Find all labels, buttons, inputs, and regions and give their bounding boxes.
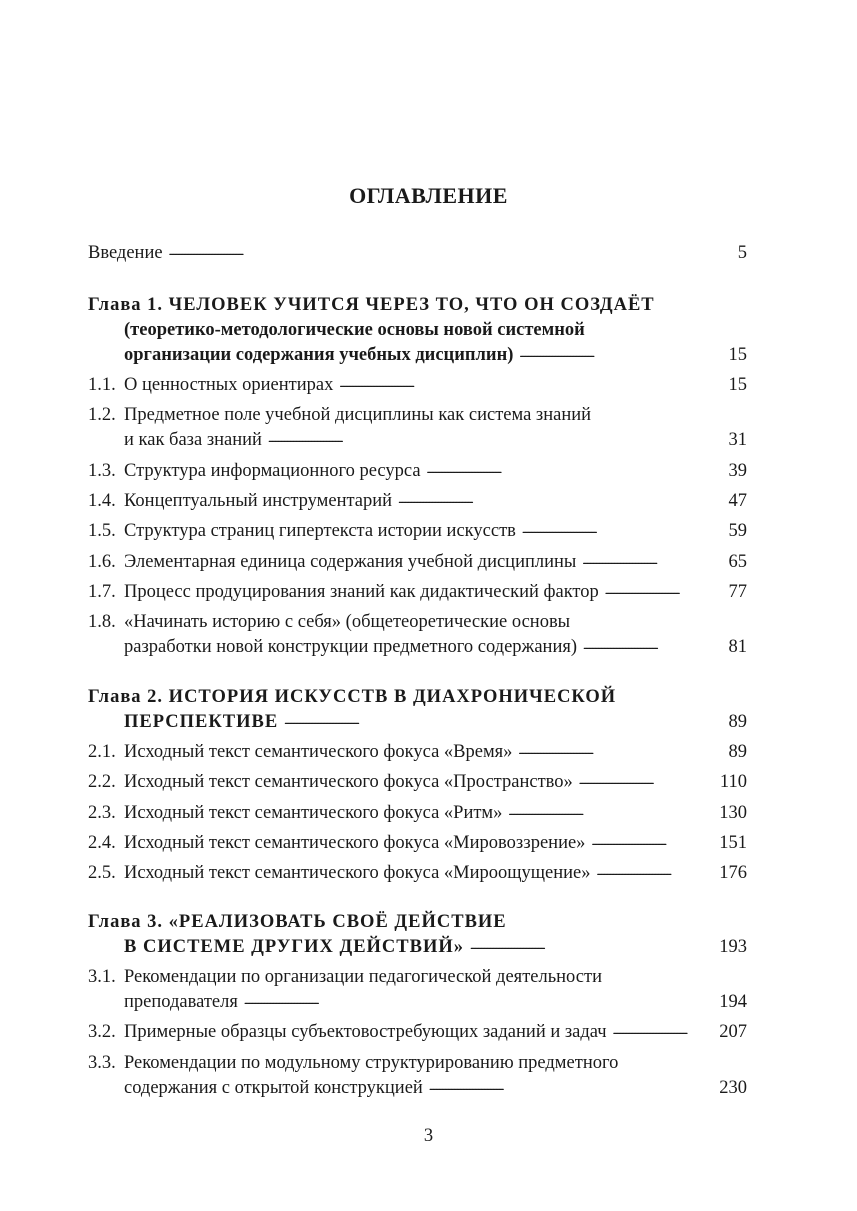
chapter-title: Глава 2. ИСТОРИЯ ИСКУССТВ В ДИАХРОНИЧЕСКОЙ [88, 687, 617, 707]
section-number: 1.4. [88, 491, 116, 511]
chapter-2-heading[interactable] [88, 682, 747, 708]
toc-entry-1-8-cont[interactable] [124, 632, 747, 658]
section-number: 1.2. [88, 405, 116, 425]
toc-entry-2-4[interactable] [88, 828, 747, 854]
toc-entry-3-1[interactable] [88, 962, 747, 988]
section-number: 1.8. [88, 612, 116, 632]
section-number: 1.7. [88, 582, 116, 602]
toc-page-number: 151 [719, 833, 747, 853]
toc-page-number: 59 [728, 521, 747, 541]
leader-dots [398, 487, 726, 512]
toc-entry-1-4[interactable] [88, 486, 747, 512]
toc-entry-3-2[interactable] [88, 1017, 747, 1043]
leader-dots [591, 829, 717, 854]
toc-entry-text: содержания с открытой конструкцией [124, 1078, 423, 1098]
chapter-subtitle-line: (теоретико-методологические основы новой системной [124, 320, 585, 340]
leader-dots [519, 341, 726, 366]
section-number: 2.2. [88, 772, 116, 792]
section-number: 1.6. [88, 552, 116, 572]
leader-dots [427, 457, 727, 482]
leader-dots [579, 768, 718, 793]
section-number: 2.4. [88, 833, 116, 853]
toc-page-number: 5 [737, 243, 747, 263]
leader-dots [522, 517, 727, 542]
chapter-3-heading[interactable] [88, 907, 747, 933]
toc-entry-text: преподавателя [124, 992, 238, 1012]
leader-dots [613, 1018, 718, 1043]
toc-page-number: 15 [728, 375, 747, 395]
toc-entry-text: Рекомендации по организации педагогической деятельности [124, 967, 602, 987]
leader-dots [518, 738, 726, 763]
leader-dots [429, 1074, 717, 1099]
toc-entry-1-3[interactable] [88, 456, 747, 482]
chapter-1-subtitle-end[interactable] [124, 340, 747, 366]
chapter-subtitle-line: организации содержания учебных дисциплин) [124, 345, 514, 365]
toc-entry-text: Исходный текст семантического фокуса «Ритм» [124, 803, 503, 823]
leader-dots [508, 799, 717, 824]
toc-entry-text: «Начинать историю с себя» (общетеоретические основы [124, 612, 571, 632]
toc-page-number: 81 [728, 637, 747, 657]
toc-entry-1-8[interactable] [88, 607, 747, 633]
chapter-2-heading-end[interactable] [124, 707, 747, 733]
section-number: 1.1. [88, 375, 116, 395]
toc-entry-text: Предметное поле учебной дисциплины как система знаний [124, 405, 592, 425]
toc-page-number: 31 [728, 430, 747, 450]
toc-entry-1-6[interactable] [88, 547, 747, 573]
section-number: 3.2. [88, 1022, 116, 1042]
page-title: ОГЛАВЛЕНИЕ [349, 183, 508, 208]
leader-dots [583, 633, 726, 658]
toc-page-number: 77 [728, 582, 747, 602]
leader-dots [339, 371, 726, 396]
toc-entry-1-1[interactable] [88, 370, 747, 396]
toc-page-number: 89 [728, 742, 747, 762]
leader-dots [596, 859, 717, 884]
section-number: 1.5. [88, 521, 116, 541]
chapter-title: ПЕРСПЕКТИВЕ [124, 712, 279, 732]
toc-entry-2-3[interactable] [88, 798, 747, 824]
toc-entry-2-2[interactable] [88, 767, 747, 793]
toc-page-number: 47 [728, 491, 747, 511]
chapter-title: Глава 3. «РЕАЛИЗОВАТЬ СВОЁ ДЕЙСТВИЕ [88, 912, 507, 932]
chapter-3-heading-end[interactable] [124, 932, 747, 958]
toc-entry-text: Элементарная единица содержания учебной дисциплины [124, 552, 577, 572]
section-number: 1.3. [88, 461, 116, 481]
toc-page-number: 110 [719, 772, 747, 792]
toc-entry-text: Рекомендации по модульному структурированию предметного [124, 1053, 619, 1073]
toc-page-number: 65 [728, 552, 747, 572]
toc-entry-text: Процесс продуцирования знаний как дидактический фактор [124, 582, 599, 602]
page-number: 3 [423, 1126, 434, 1146]
leader-dots [284, 708, 726, 733]
chapter-title: В СИСТЕМЕ ДРУГИХ ДЕЙСТВИЙ» [124, 937, 464, 957]
toc-entry-3-3[interactable] [88, 1048, 747, 1074]
toc-page-number: 176 [719, 863, 747, 883]
toc-entry-text: Введение [88, 243, 163, 263]
toc-entry-1-2[interactable] [88, 400, 747, 426]
toc-page-number: 194 [719, 992, 747, 1012]
toc-entry-1-2-cont[interactable] [124, 425, 747, 451]
leader-dots [169, 239, 736, 264]
toc-page-number: 130 [719, 803, 747, 823]
toc-entry-3-1-cont[interactable] [124, 987, 747, 1013]
section-number: 3.1. [88, 967, 116, 987]
leader-dots [470, 933, 717, 958]
toc-entry-text: Примерные образцы субъектовостребующих заданий и задач [124, 1022, 607, 1042]
toc-page-number: 230 [719, 1078, 747, 1098]
toc-entry-text: Исходный текст семантического фокуса «Пространство» [124, 772, 573, 792]
toc-entry-text: О ценностных ориентирах [124, 375, 334, 395]
toc-entry-2-1[interactable] [88, 737, 747, 763]
toc-page-number: 207 [719, 1022, 747, 1042]
toc-entry-2-5[interactable] [88, 858, 747, 884]
section-number: 3.3. [88, 1053, 116, 1073]
section-number: 2.1. [88, 742, 116, 762]
toc-entry-text: Исходный текст семантического фокуса «Мироощущение» [124, 863, 591, 883]
toc-page-number: 15 [728, 345, 747, 365]
toc-entry-text: Структура страниц гипертекста истории искусств [124, 521, 516, 541]
chapter-title: Глава 1. ЧЕЛОВЕК УЧИТСЯ ЧЕРЕЗ ТО, ЧТО ОН СОЗДАЁТ [88, 295, 655, 315]
toc-entry-text: Исходный текст семантического фокуса «Мировоззрение» [124, 833, 586, 853]
toc-page-number: 89 [728, 712, 747, 732]
toc-entry-text: Исходный текст семантического фокуса «Время» [124, 742, 513, 762]
toc-entry-text: и как база знаний [124, 430, 262, 450]
toc-entry-text: Структура информационного ресурса [124, 461, 421, 481]
chapter-1-heading[interactable] [88, 290, 747, 316]
toc-entry-3-3-cont[interactable] [124, 1073, 747, 1099]
leader-dots [605, 578, 727, 603]
chapter-1-subtitle [124, 315, 747, 341]
section-number: 2.3. [88, 803, 116, 823]
toc-page-number: 193 [719, 937, 747, 957]
toc-entry-text: Концептуальный инструментарий [124, 491, 393, 511]
leader-dots [268, 426, 727, 451]
toc-entry-1-5[interactable] [88, 516, 747, 542]
toc-entry-text: разработки новой конструкции предметного содержания) [124, 637, 578, 657]
section-number: 2.5. [88, 863, 116, 883]
leader-dots [244, 988, 717, 1013]
leader-dots [582, 548, 726, 573]
toc-page-number: 39 [728, 461, 747, 481]
toc-entry-intro[interactable] [88, 238, 747, 264]
toc-entry-1-7[interactable] [88, 577, 747, 603]
